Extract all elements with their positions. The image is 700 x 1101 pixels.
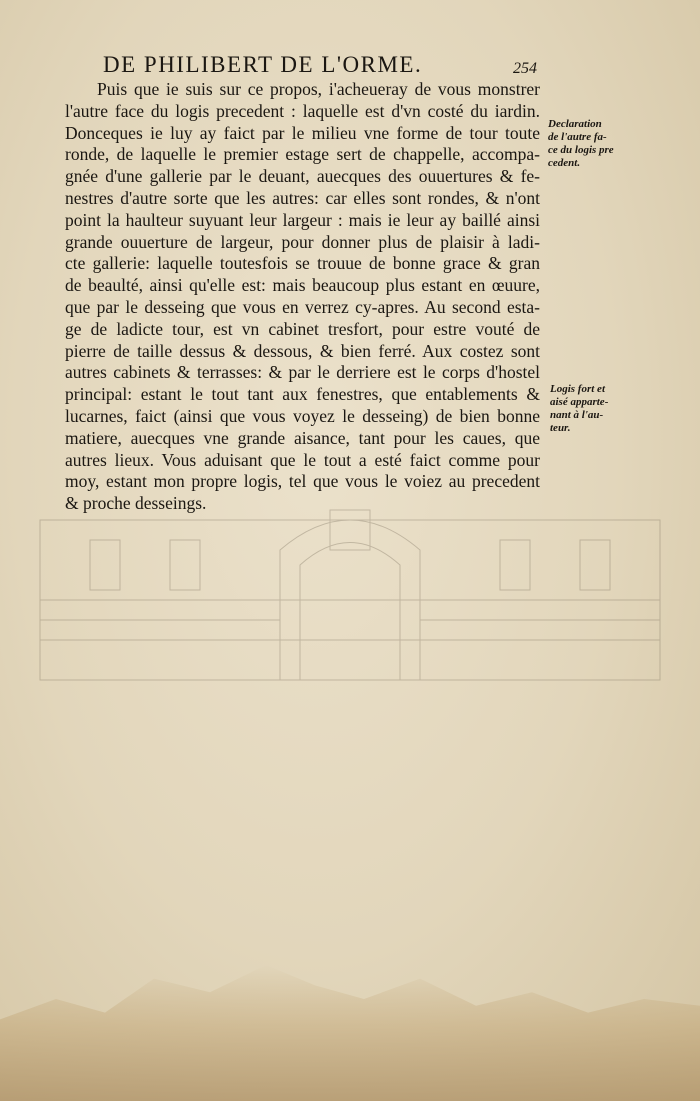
text-line: gnée d'une gallerie par le deuant, auecques des ouuertures & fe- (65, 166, 540, 187)
text-line: Puis que ie suis sur ce propos, i'acheueray de vous monstrer (97, 79, 540, 99)
margin-note-declaration (548, 118, 640, 170)
show-through-text (150, 704, 580, 725)
text-line: autres cabinets & terrasses: & par le derriere est le corps d'hostel (65, 362, 540, 383)
text-line: autres lieux. Vous aduisant que le tout a esté faict comme pour (65, 449, 540, 470)
text-line: moy, estant mon propre logis, tel que vous le voiez au precedent (65, 471, 540, 492)
text-line: ronde, de laquelle le premier estage sert de chappelle, accompa- (65, 144, 540, 165)
running-head: DE PHILIBERT DE L'ORME. (103, 52, 423, 77)
margin-note-line: aisé apparte- (550, 396, 609, 408)
text-line: grande ouuerture de largeur, pour donner plus de plaisir à ladi- (65, 231, 540, 252)
text-line: que par le desseing que vous en verrez cy-apres. Au second esta- (65, 296, 540, 317)
margin-note-line: Declaration (548, 118, 602, 130)
margin-note-line: cedent. (548, 157, 581, 169)
margin-note-line: Logis fort et (550, 383, 605, 395)
margin-note-logis (550, 383, 642, 435)
text-line: & proche desseings. (65, 493, 207, 514)
text-line: ge de ladicte tour, est vn cabinet tresfort, pour estre vouté de (65, 318, 540, 339)
page-header (103, 52, 543, 82)
text-line: nestres d'autre sorte que les autres: car elles sont rondes, & n'ont (65, 187, 540, 208)
margin-note-line: de l'autre fa- (548, 131, 607, 143)
margin-note-line: ce du logis pre (548, 144, 614, 156)
text-line: point la haulteur suyuant leur largeur : mais ie leur ay baillé ainsi (65, 209, 540, 230)
text-line: matiere, auecques vne grande aisance, tant pour les caues, que (65, 427, 540, 448)
text-line: pierre de taille dessus & dessous, & bien ferré. Aux costez sont (65, 340, 540, 361)
margin-note-line: teur. (550, 422, 571, 434)
text-line: lucarnes, faict (ainsi que vous voyez le desseing) de bien bonne (65, 405, 540, 426)
text-line: Donceques ie luy ay faict par le milieu vne forme de tour toute (65, 122, 540, 143)
body-text (65, 79, 540, 515)
text-line: principal: estant le tout tant aux fenestres, que entablements & (65, 384, 540, 405)
text-line: de beaulté, ainsi qu'elle est: mais beaucoup plus estant en œuure, (65, 275, 540, 296)
text-line: l'autre face du logis precedent : laquelle est d'vn costé du iardin. (65, 100, 540, 121)
margin-note-line: nant à l'au- (550, 409, 604, 421)
text-line: cte gallerie: laquelle toutesfois se trouue de bonne grace & gran (65, 253, 540, 274)
page-number: 254 (513, 60, 537, 77)
